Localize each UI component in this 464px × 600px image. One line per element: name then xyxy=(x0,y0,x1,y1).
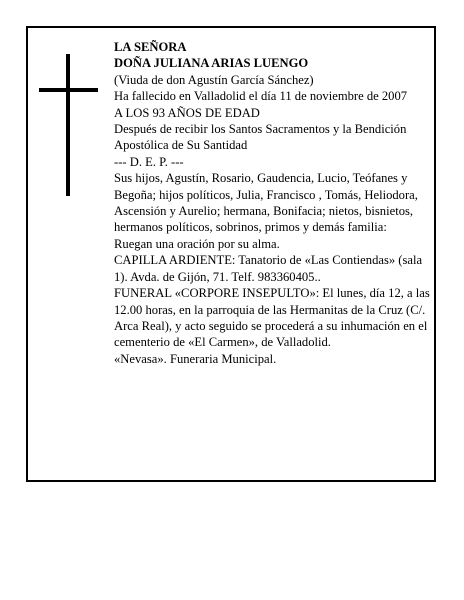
dep-line: --- D. E. P. --- xyxy=(114,154,184,169)
cross-horizontal-bar xyxy=(39,88,98,92)
deceased-name: DOÑA JULIANA ARIAS LUENGO xyxy=(114,56,309,71)
sacraments-line: Después de recibir los Santos Sacramentos y la Bendición Apostólica de Su Santidad xyxy=(114,122,407,153)
family-paragraph: Sus hijos, Agustín, Rosario, Gaudencia, Lucio, Teófanes y Begoña; hijos políticos, Julia, Francisco , Tomás, Heliodora, Ascensión y Aurelio; hermana, Bonifacia; nietos, bisnietos, hermanos políticos, sobrinos, primos y demás familia: xyxy=(114,171,418,235)
chapel-paragraph: CAPILLA ARDIENTE: Tanatorio de «Las Contiendas» (sala 1). Avda. de Gijón, 71. Telf. 983360405.. xyxy=(114,253,423,284)
funeral-home-line: «Nevasa». Funeraria Municipal. xyxy=(114,351,277,366)
widow-line: (Viuda de don Agustín García Sánchez) xyxy=(114,72,314,87)
funeral-paragraph: FUNERAL «CORPORE INSEPULTO»: El lunes, día 12, a las 12.00 horas, en la parroquia de las Hermanitas de la Cruz (C/. Arca Real), y acto seguido se procederá a su inhumación en el cementerio de «El Carmen», de Valladolid. xyxy=(114,286,430,350)
age-line: A LOS 93 AÑOS DE EDAD xyxy=(114,105,260,120)
prayer-line: Ruegan una oración por su alma. xyxy=(114,236,280,251)
cross-vertical-bar xyxy=(66,54,70,196)
death-line: Ha fallecido en Valladolid el día 11 de noviembre de 2007 xyxy=(114,89,408,104)
obituary-text xyxy=(114,39,430,367)
title-line: LA SEÑORA xyxy=(114,40,187,54)
